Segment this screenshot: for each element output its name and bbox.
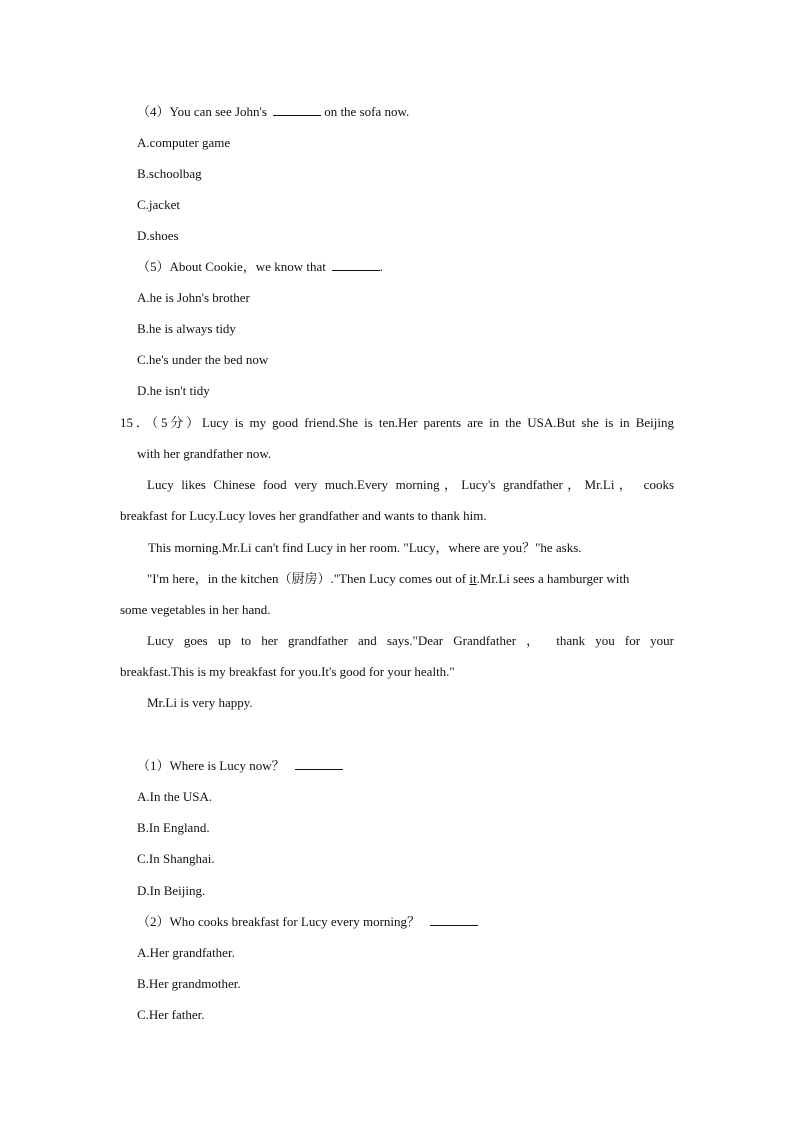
question-stem bbox=[137, 258, 383, 276]
question-stem bbox=[137, 757, 343, 775]
stem-text: . bbox=[379, 259, 384, 274]
passage-line: Lucy goes up to her grandfather and says."Dear Grandfather ， thank you for your bbox=[147, 633, 674, 648]
option-b: B.Her grandmother. bbox=[137, 976, 241, 991]
passage-text: "I'm here，in the kitchen（厨房）."Then Lucy comes out of bbox=[147, 571, 470, 586]
answer-blank bbox=[295, 757, 343, 770]
option-d: D.In Beijing. bbox=[137, 883, 206, 898]
option-d: D.he isn't tidy bbox=[137, 383, 210, 398]
passage-line: Lucy likes Chinese food very much.Every morning，Lucy's grandfather，Mr.Li， cooks bbox=[147, 477, 674, 492]
stem-text: （2）Who cooks breakfast for Lucy every morning？ bbox=[137, 914, 421, 929]
option-d: D.shoes bbox=[137, 228, 179, 243]
stem-text: on the sofa now. bbox=[320, 104, 410, 119]
option-c: C.jacket bbox=[137, 197, 180, 212]
option-b: B.In England. bbox=[137, 820, 210, 835]
answer-blank bbox=[430, 913, 478, 926]
passage-line: This morning.Mr.Li can't find Lucy in her room. "Lucy，where are you？"he asks. bbox=[148, 540, 582, 555]
option-a: A.Her grandfather. bbox=[137, 945, 235, 960]
question-stem bbox=[137, 103, 409, 121]
option-c: C.In Shanghai. bbox=[137, 851, 215, 866]
option-c: C.Her father. bbox=[137, 1007, 205, 1022]
passage-line bbox=[147, 570, 629, 588]
option-b: B.schoolbag bbox=[137, 166, 202, 181]
stem-text: （4）You can see John's bbox=[137, 104, 267, 119]
option-b: B.he is always tidy bbox=[137, 321, 236, 336]
passage-line: breakfast for Lucy.Lucy loves her grandfather and wants to thank him. bbox=[120, 508, 487, 523]
option-a: A.computer game bbox=[137, 135, 231, 150]
passage-line: breakfast.This is my breakfast for you.It's good for your health." bbox=[120, 664, 455, 679]
passage-line: Mr.Li is very happy. bbox=[147, 695, 253, 710]
answer-blank bbox=[273, 103, 321, 116]
answer-blank bbox=[332, 258, 380, 271]
stem-text: （5）About Cookie，we know that bbox=[137, 259, 326, 274]
underlined-word: it bbox=[469, 571, 477, 586]
option-a: A.In the USA. bbox=[137, 789, 213, 804]
passage-text: .Mr.Li sees a hamburger with bbox=[476, 571, 630, 586]
question-header-cont: with her grandfather now. bbox=[137, 446, 272, 461]
question-stem bbox=[137, 913, 478, 931]
question-header: 15．（5分）Lucy is my good friend.She is ten.Her parents are in the USA.But she is in Beijing bbox=[120, 415, 674, 430]
stem-text: （1）Where is Lucy now？ bbox=[137, 758, 285, 773]
option-a: A.he is John's brother bbox=[137, 290, 250, 305]
option-c: C.he's under the bed now bbox=[137, 352, 269, 367]
passage-line: some vegetables in her hand. bbox=[120, 602, 271, 617]
